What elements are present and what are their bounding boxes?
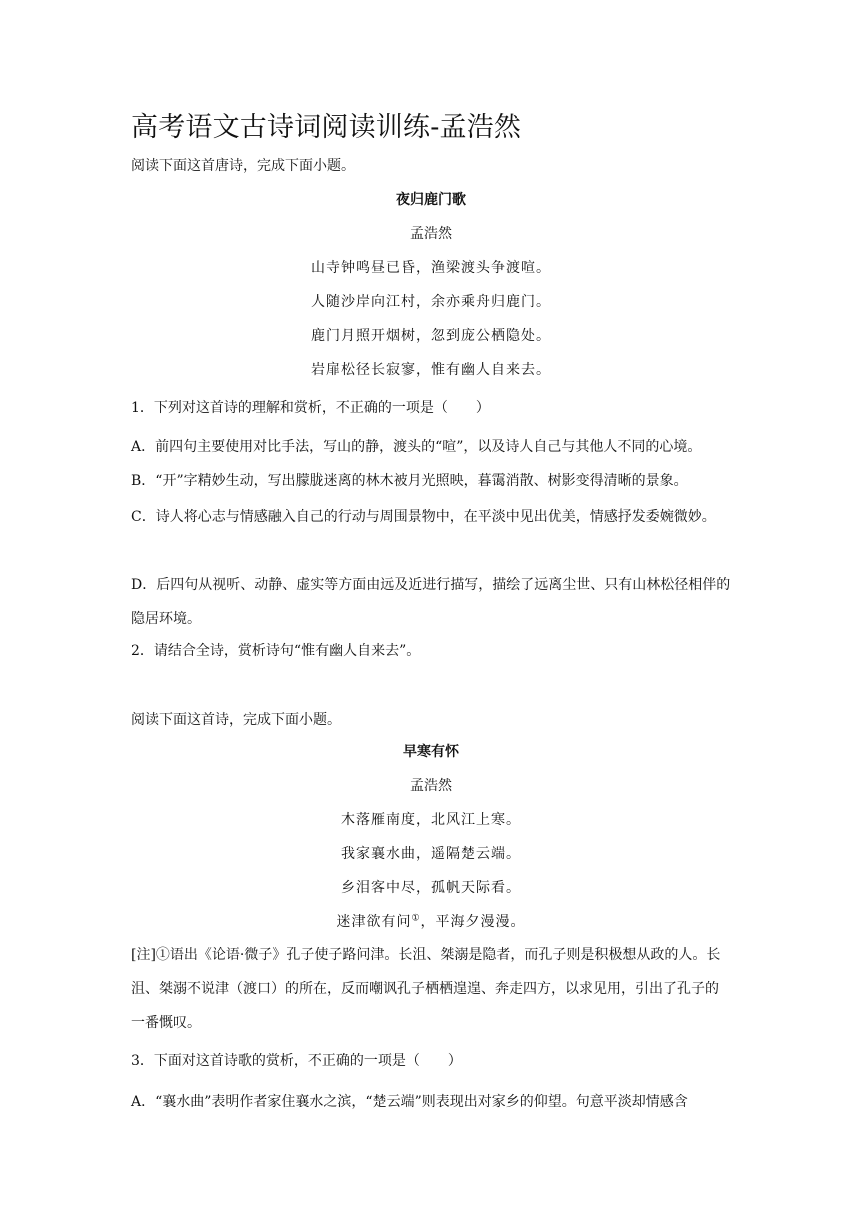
- poem2-line-with-note: [131, 911, 731, 933]
- question-1-option-c: C．诗人将心志与情感融入自己的行动与周围景物中，在平淡中见出优美，情感抒发委婉微妙。: [131, 509, 716, 525]
- poem1-author: 孟浩然: [410, 226, 452, 242]
- poem1-line: 山寺钟鸣昼已昏，渔梁渡头争渡喧。: [311, 260, 551, 276]
- poem1-line: 鹿门月照开烟树，忽到庞公栖隐处。: [311, 328, 551, 344]
- poem1-line: 岩扉松径长寂寥，惟有幽人自来去。: [311, 362, 551, 378]
- question-2: 2．请结合全诗，赏析诗句“惟有幽人自来去”。: [131, 643, 421, 659]
- poem2-line-part: ，平海夕漫漫。: [420, 914, 526, 930]
- document-title: 高考语文古诗词阅读训练-孟浩然: [131, 112, 522, 143]
- poem1-title: 夜归鹿门歌: [396, 192, 466, 208]
- poem1-line: 人随沙岸向江村，余亦乘舟归鹿门。: [311, 294, 551, 310]
- poem2-line: 木落雁南度，北风江上寒。: [341, 812, 521, 828]
- poem2-line-part: 迷津欲有问: [336, 914, 412, 930]
- section2-intro: 阅读下面这首诗，完成下面小题。: [131, 712, 341, 728]
- poem2-note: [注]①语出《论语·微子》孔子使子路问津。长沮、桀溺是隐者，而孔子则是积极想从政的人。长沮、桀溺不说津（渡口）的所在，反而嘲讽孔子栖栖遑遑、奔走四方，以求见用，引出了孔子的一番慨叹。: [131, 947, 721, 1031]
- question-3: 3．下面对这首诗歌的赏析，不正确的一项是（ ）: [131, 1053, 462, 1069]
- question-1: 1．下列对这首诗的理解和赏析，不正确的一项是（ ）: [131, 400, 490, 416]
- poem2-title: 早寒有怀: [403, 744, 459, 760]
- question-1-option-d: D．后四句从视听、动静、虚实等方面由远及近进行描写，描绘了远离尘世、只有山林松径相伴的隐居环境。: [131, 577, 731, 627]
- poem2-line: 我家襄水曲，遥隔楚云端。: [341, 846, 521, 862]
- poem2-author: 孟浩然: [410, 778, 452, 794]
- poem2-line: 乡泪客中尽，孤帆天际看。: [341, 880, 521, 896]
- question-3-option-a: A．“襄水曲”表明作者家住襄水之滨，“楚云端”则表现出对家乡的仰望。句意平淡却情感含: [131, 1094, 688, 1110]
- question-1-option-b: B．“开”字精妙生动，写出朦胧迷离的林木被月光照映，暮霭消散、树影变得清晰的景象。: [131, 473, 688, 489]
- footnote-marker: ①: [411, 913, 421, 924]
- section1-intro: 阅读下面这首唐诗，完成下面小题。: [131, 158, 355, 174]
- question-1-option-a: A．前四句主要使用对比手法，写山的静，渡头的“喧”，以及诗人自己与其他人不同的心境。: [131, 439, 702, 455]
